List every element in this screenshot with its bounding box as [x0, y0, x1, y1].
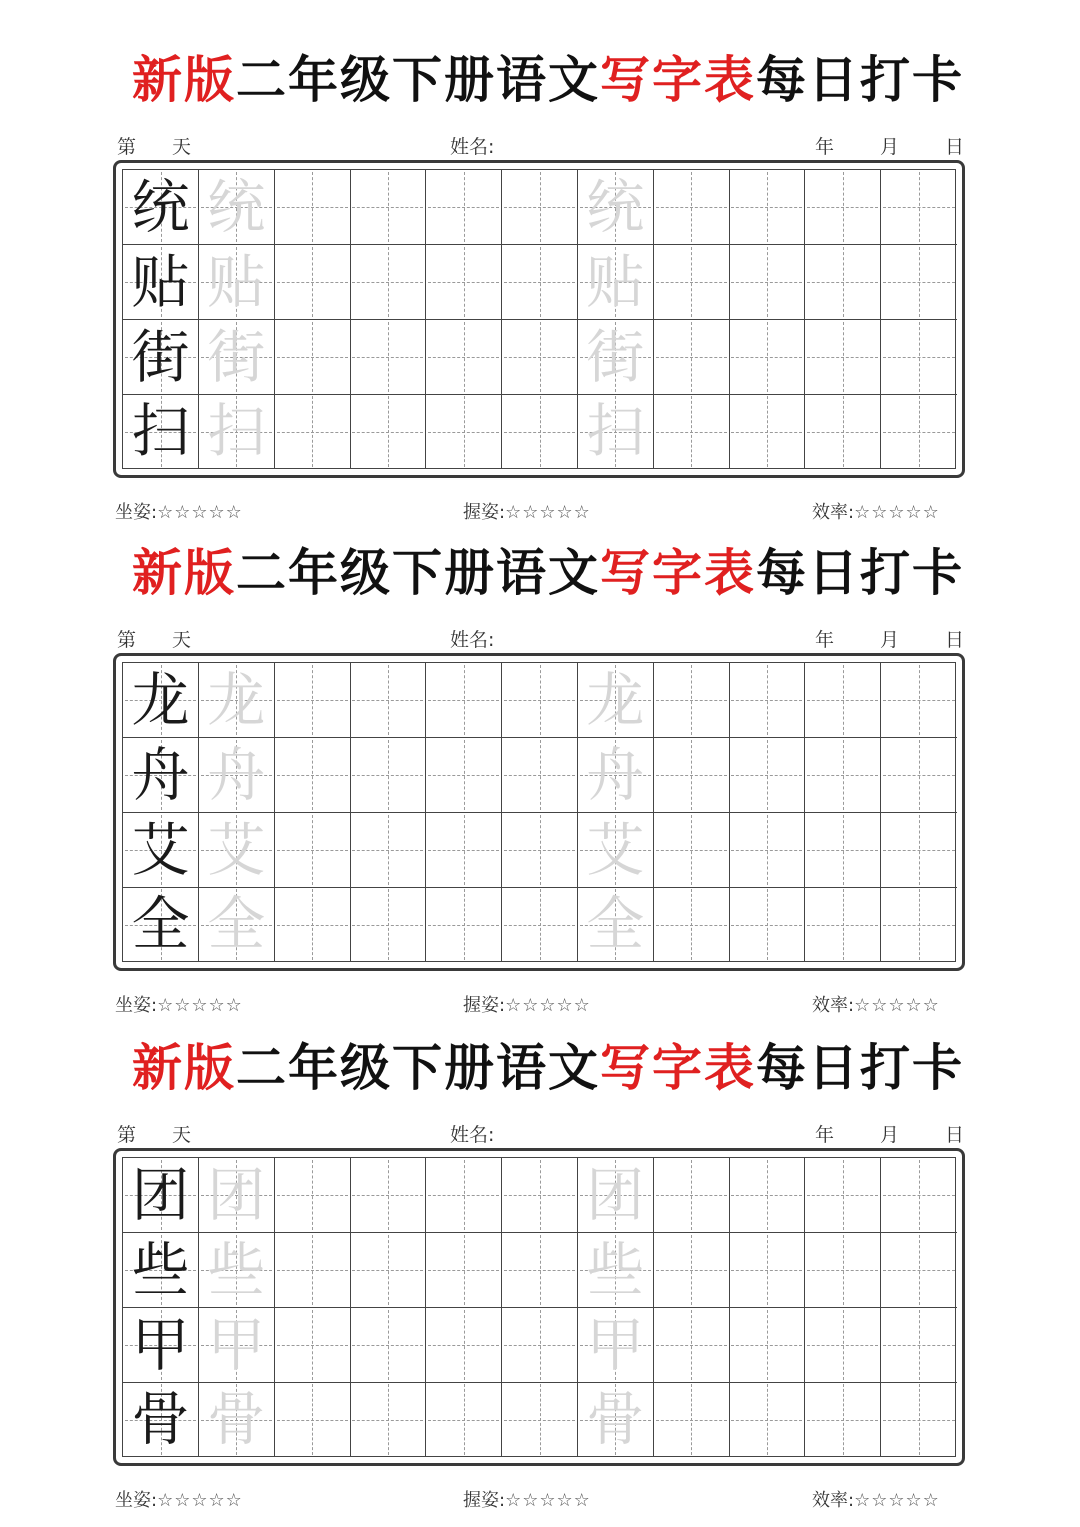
grid-cell[interactable] [654, 394, 730, 469]
title-part-grade: 二年级下册语文 [236, 50, 600, 109]
grid-cell[interactable] [881, 1308, 957, 1383]
grid-cell[interactable] [805, 1158, 881, 1233]
sheet-title [118, 1033, 978, 1103]
efficiency-rating [812, 991, 940, 1017]
grid-cell[interactable] [805, 1308, 881, 1383]
grid-cell[interactable] [199, 394, 275, 469]
grid-cell[interactable] [881, 887, 957, 962]
title-part-grade: 二年级下册语文 [236, 1038, 600, 1097]
rating-row [115, 991, 967, 1017]
grid-cell[interactable] [654, 813, 730, 888]
grid-cell[interactable] [805, 813, 881, 888]
grid-cell[interactable] [805, 738, 881, 813]
grid-cell[interactable] [123, 170, 199, 245]
name-label: 姓名: [450, 1124, 495, 1146]
grid-cell[interactable] [805, 394, 881, 469]
grip-stars[interactable]: ☆☆☆☆☆ [505, 502, 591, 523]
grid-cell[interactable] [426, 1233, 502, 1308]
grid-cell[interactable] [805, 320, 881, 395]
grid-cell[interactable] [199, 813, 275, 888]
title-part-checkin: 每日打卡 [756, 1038, 964, 1097]
grid-cell[interactable] [123, 1308, 199, 1383]
grid-cell[interactable] [654, 1233, 730, 1308]
grid-cell[interactable] [275, 738, 351, 813]
name-label: 姓名: [450, 629, 495, 651]
grid-cell[interactable] [729, 887, 805, 962]
model-character: 团 [131, 1161, 190, 1229]
title-part-new: 新版 [132, 1038, 236, 1097]
grid-cell[interactable] [654, 170, 730, 245]
trace-character: 艾 [207, 815, 266, 884]
grid-cell[interactable] [654, 663, 730, 738]
trace-character: 统 [207, 173, 266, 241]
trace-character: 全 [207, 890, 266, 959]
efficiency-label: 效率: [812, 995, 855, 1016]
trace-character: 龙 [207, 666, 266, 734]
rating-row [115, 1486, 967, 1512]
month-label: 月 [880, 136, 900, 158]
grid-cell[interactable] [578, 170, 654, 245]
grid-cell[interactable] [654, 245, 730, 320]
grip-stars[interactable]: ☆☆☆☆☆ [505, 995, 591, 1016]
date-label: 日 [945, 136, 965, 158]
day-suffix: 天 [172, 1124, 192, 1146]
grid-cell[interactable] [350, 320, 426, 395]
trace-character: 扫 [207, 397, 266, 466]
grid-cell[interactable] [123, 738, 199, 813]
title-part-new: 新版 [132, 543, 236, 602]
trace-character: 贴 [207, 247, 266, 316]
title-part-new: 新版 [132, 50, 236, 109]
grid-cell[interactable] [275, 245, 351, 320]
sitting-rating [115, 991, 243, 1017]
grid-cell[interactable] [275, 170, 351, 245]
model-character: 些 [131, 1235, 190, 1304]
grid-cell[interactable] [881, 1158, 957, 1233]
rating-row [115, 498, 967, 524]
grid-cell[interactable] [123, 320, 199, 395]
trace-character: 舟 [207, 740, 266, 809]
grid-cell[interactable] [350, 170, 426, 245]
sitting-rating [115, 1486, 243, 1512]
grid-cell[interactable] [578, 1158, 654, 1233]
trace-character: 团 [586, 1161, 645, 1229]
efficiency-stars[interactable]: ☆☆☆☆☆ [854, 995, 940, 1016]
grid-cell[interactable] [275, 887, 351, 962]
title-part-grade: 二年级下册语文 [236, 543, 600, 602]
writing-grid [122, 1157, 956, 1457]
grid-cell[interactable] [426, 813, 502, 888]
grid-cell[interactable] [275, 320, 351, 395]
grid-cell[interactable] [729, 245, 805, 320]
model-character: 扫 [131, 397, 190, 466]
grid-frame [113, 653, 965, 971]
grid-frame [113, 1148, 965, 1466]
grid-cell[interactable] [426, 1158, 502, 1233]
grid-cell[interactable] [123, 813, 199, 888]
grip-rating [463, 991, 591, 1017]
title-part-table: 写字表 [600, 543, 756, 602]
efficiency-stars[interactable]: ☆☆☆☆☆ [854, 1490, 940, 1511]
grid-cell[interactable] [199, 1233, 275, 1308]
trace-character: 团 [207, 1161, 266, 1229]
model-character: 骨 [131, 1385, 190, 1454]
trace-character: 统 [586, 173, 645, 241]
grid-cell[interactable] [502, 1308, 578, 1383]
model-character: 舟 [131, 740, 190, 809]
grid-cell[interactable] [729, 320, 805, 395]
grid-cell[interactable] [502, 663, 578, 738]
day-suffix: 天 [172, 629, 192, 651]
grid-cell[interactable] [123, 1382, 199, 1457]
grid-cell[interactable] [805, 1233, 881, 1308]
model-character: 街 [131, 322, 190, 391]
grid-cell[interactable] [502, 1158, 578, 1233]
grid-cell[interactable] [199, 887, 275, 962]
grid-cell[interactable] [502, 738, 578, 813]
grid-cell[interactable] [881, 663, 957, 738]
grid-cell[interactable] [654, 887, 730, 962]
grid-frame [113, 160, 965, 478]
title-part-checkin: 每日打卡 [756, 50, 964, 109]
grid-cell[interactable] [881, 245, 957, 320]
grid-cell[interactable] [729, 738, 805, 813]
grid-cell[interactable] [578, 887, 654, 962]
sheet-title [118, 45, 978, 115]
model-character: 统 [131, 173, 190, 241]
efficiency-label: 效率: [812, 502, 855, 523]
day-prefix: 第 [117, 1124, 137, 1146]
year-label: 年 [815, 1124, 835, 1146]
grid-cell[interactable] [199, 320, 275, 395]
grip-label: 握姿: [463, 1490, 506, 1511]
grid-cell[interactable] [199, 738, 275, 813]
grid-cell[interactable] [199, 1382, 275, 1457]
grid-cell[interactable] [502, 1233, 578, 1308]
trace-character: 骨 [207, 1385, 266, 1454]
grid-cell[interactable] [502, 170, 578, 245]
model-character: 艾 [131, 815, 190, 884]
trace-character: 街 [207, 322, 266, 391]
grid-cell[interactable] [881, 1382, 957, 1457]
grid-cell[interactable] [350, 813, 426, 888]
trace-character: 贴 [586, 247, 645, 316]
grid-cell[interactable] [502, 887, 578, 962]
grid-cell[interactable] [729, 1382, 805, 1457]
grid-cell[interactable] [729, 663, 805, 738]
trace-character: 些 [207, 1235, 266, 1304]
efficiency-rating [812, 498, 940, 524]
grip-rating [463, 498, 591, 524]
title-part-table: 写字表 [600, 1038, 756, 1097]
grid-cell[interactable] [350, 394, 426, 469]
day-suffix: 天 [172, 136, 192, 158]
grid-cell[interactable] [729, 813, 805, 888]
grid-cell[interactable] [654, 1158, 730, 1233]
grid-cell[interactable] [881, 1233, 957, 1308]
efficiency-rating [812, 1486, 940, 1512]
grid-cell[interactable] [881, 320, 957, 395]
grid-cell[interactable] [578, 813, 654, 888]
grid-cell[interactable] [275, 663, 351, 738]
grid-cell[interactable] [426, 663, 502, 738]
grid-cell[interactable] [881, 813, 957, 888]
grid-cell[interactable] [578, 663, 654, 738]
sheet-title [118, 538, 978, 608]
title-part-checkin: 每日打卡 [756, 543, 964, 602]
day-prefix: 第 [117, 629, 137, 651]
grid-cell[interactable] [654, 320, 730, 395]
grid-cell[interactable] [199, 1308, 275, 1383]
grid-cell[interactable] [654, 738, 730, 813]
grid-cell[interactable] [502, 394, 578, 469]
grid-cell[interactable] [805, 663, 881, 738]
grid-cell[interactable] [275, 813, 351, 888]
grid-cell[interactable] [881, 394, 957, 469]
name-label: 姓名: [450, 136, 495, 158]
meta-row [115, 625, 967, 651]
grid-cell[interactable] [350, 663, 426, 738]
grid-cell[interactable] [578, 1233, 654, 1308]
grid-cell[interactable] [426, 394, 502, 469]
grid-cell[interactable] [578, 1382, 654, 1457]
grid-cell[interactable] [805, 1382, 881, 1457]
day-prefix: 第 [117, 136, 137, 158]
grid-cell[interactable] [426, 320, 502, 395]
grid-cell[interactable] [350, 1158, 426, 1233]
trace-character: 街 [586, 322, 645, 391]
grid-cell[interactable] [350, 887, 426, 962]
model-character: 甲 [131, 1310, 190, 1379]
grip-label: 握姿: [463, 502, 506, 523]
grid-cell[interactable] [502, 813, 578, 888]
meta-row [115, 132, 967, 158]
grid-cell[interactable] [275, 394, 351, 469]
grid-cell[interactable] [350, 1233, 426, 1308]
grid-cell[interactable] [426, 1308, 502, 1383]
grip-rating [463, 1486, 591, 1512]
trace-character: 些 [586, 1235, 645, 1304]
grid-cell[interactable] [123, 1233, 199, 1308]
grid-cell[interactable] [350, 738, 426, 813]
grid-cell[interactable] [199, 245, 275, 320]
grip-label: 握姿: [463, 995, 506, 1016]
trace-character: 甲 [207, 1310, 266, 1379]
efficiency-stars[interactable]: ☆☆☆☆☆ [854, 502, 940, 523]
grid-cell[interactable] [729, 394, 805, 469]
grid-cell[interactable] [123, 663, 199, 738]
grid-cell[interactable] [502, 1382, 578, 1457]
grid-cell[interactable] [199, 1158, 275, 1233]
sitting-stars[interactable]: ☆☆☆☆☆ [157, 1490, 243, 1511]
grip-stars[interactable]: ☆☆☆☆☆ [505, 1490, 591, 1511]
sitting-stars[interactable]: ☆☆☆☆☆ [157, 995, 243, 1016]
grid-cell[interactable] [805, 170, 881, 245]
trace-character: 舟 [586, 740, 645, 809]
grid-cell[interactable] [426, 170, 502, 245]
grid-cell[interactable] [881, 738, 957, 813]
title-part-table: 写字表 [600, 50, 756, 109]
date-label: 日 [945, 629, 965, 651]
grid-cell[interactable] [350, 1308, 426, 1383]
grid-cell[interactable] [426, 887, 502, 962]
month-label: 月 [880, 629, 900, 651]
grid-cell[interactable] [729, 1308, 805, 1383]
grid-cell[interactable] [502, 320, 578, 395]
grid-cell[interactable] [578, 320, 654, 395]
grid-cell[interactable] [654, 1382, 730, 1457]
sitting-label: 坐姿: [115, 1490, 158, 1511]
grid-cell[interactable] [275, 1233, 351, 1308]
grid-cell[interactable] [578, 1308, 654, 1383]
trace-character: 龙 [586, 666, 645, 734]
sitting-label: 坐姿: [115, 995, 158, 1016]
grid-cell[interactable] [426, 738, 502, 813]
grid-cell[interactable] [275, 1158, 351, 1233]
trace-character: 骨 [586, 1385, 645, 1454]
grid-cell[interactable] [199, 170, 275, 245]
year-label: 年 [815, 136, 835, 158]
year-label: 年 [815, 629, 835, 651]
sitting-label: 坐姿: [115, 502, 158, 523]
grid-cell[interactable] [199, 663, 275, 738]
writing-grid [122, 169, 956, 469]
month-label: 月 [880, 1124, 900, 1146]
sitting-rating [115, 498, 243, 524]
grid-cell[interactable] [350, 245, 426, 320]
meta-row [115, 1120, 967, 1146]
grid-cell[interactable] [275, 1308, 351, 1383]
efficiency-label: 效率: [812, 1490, 855, 1511]
grid-cell[interactable] [729, 1233, 805, 1308]
grid-cell[interactable] [805, 245, 881, 320]
grid-cell[interactable] [426, 1382, 502, 1457]
date-label: 日 [945, 1124, 965, 1146]
grid-cell[interactable] [123, 394, 199, 469]
grid-cell[interactable] [729, 170, 805, 245]
grid-cell[interactable] [729, 1158, 805, 1233]
trace-character: 全 [586, 890, 645, 959]
grid-cell[interactable] [123, 1158, 199, 1233]
grid-cell[interactable] [123, 245, 199, 320]
grid-cell[interactable] [502, 245, 578, 320]
model-character: 龙 [131, 666, 190, 734]
sitting-stars[interactable]: ☆☆☆☆☆ [157, 502, 243, 523]
model-character: 全 [131, 890, 190, 959]
writing-grid [122, 662, 956, 962]
grid-cell[interactable] [123, 887, 199, 962]
trace-character: 艾 [586, 815, 645, 884]
trace-character: 甲 [586, 1310, 645, 1379]
grid-cell[interactable] [275, 1382, 351, 1457]
grid-cell[interactable] [578, 738, 654, 813]
grid-cell[interactable] [426, 245, 502, 320]
grid-cell[interactable] [654, 1308, 730, 1383]
trace-character: 扫 [586, 397, 645, 466]
grid-cell[interactable] [578, 245, 654, 320]
model-character: 贴 [131, 247, 190, 316]
grid-cell[interactable] [578, 394, 654, 469]
grid-cell[interactable] [881, 170, 957, 245]
grid-cell[interactable] [805, 887, 881, 962]
grid-cell[interactable] [350, 1382, 426, 1457]
